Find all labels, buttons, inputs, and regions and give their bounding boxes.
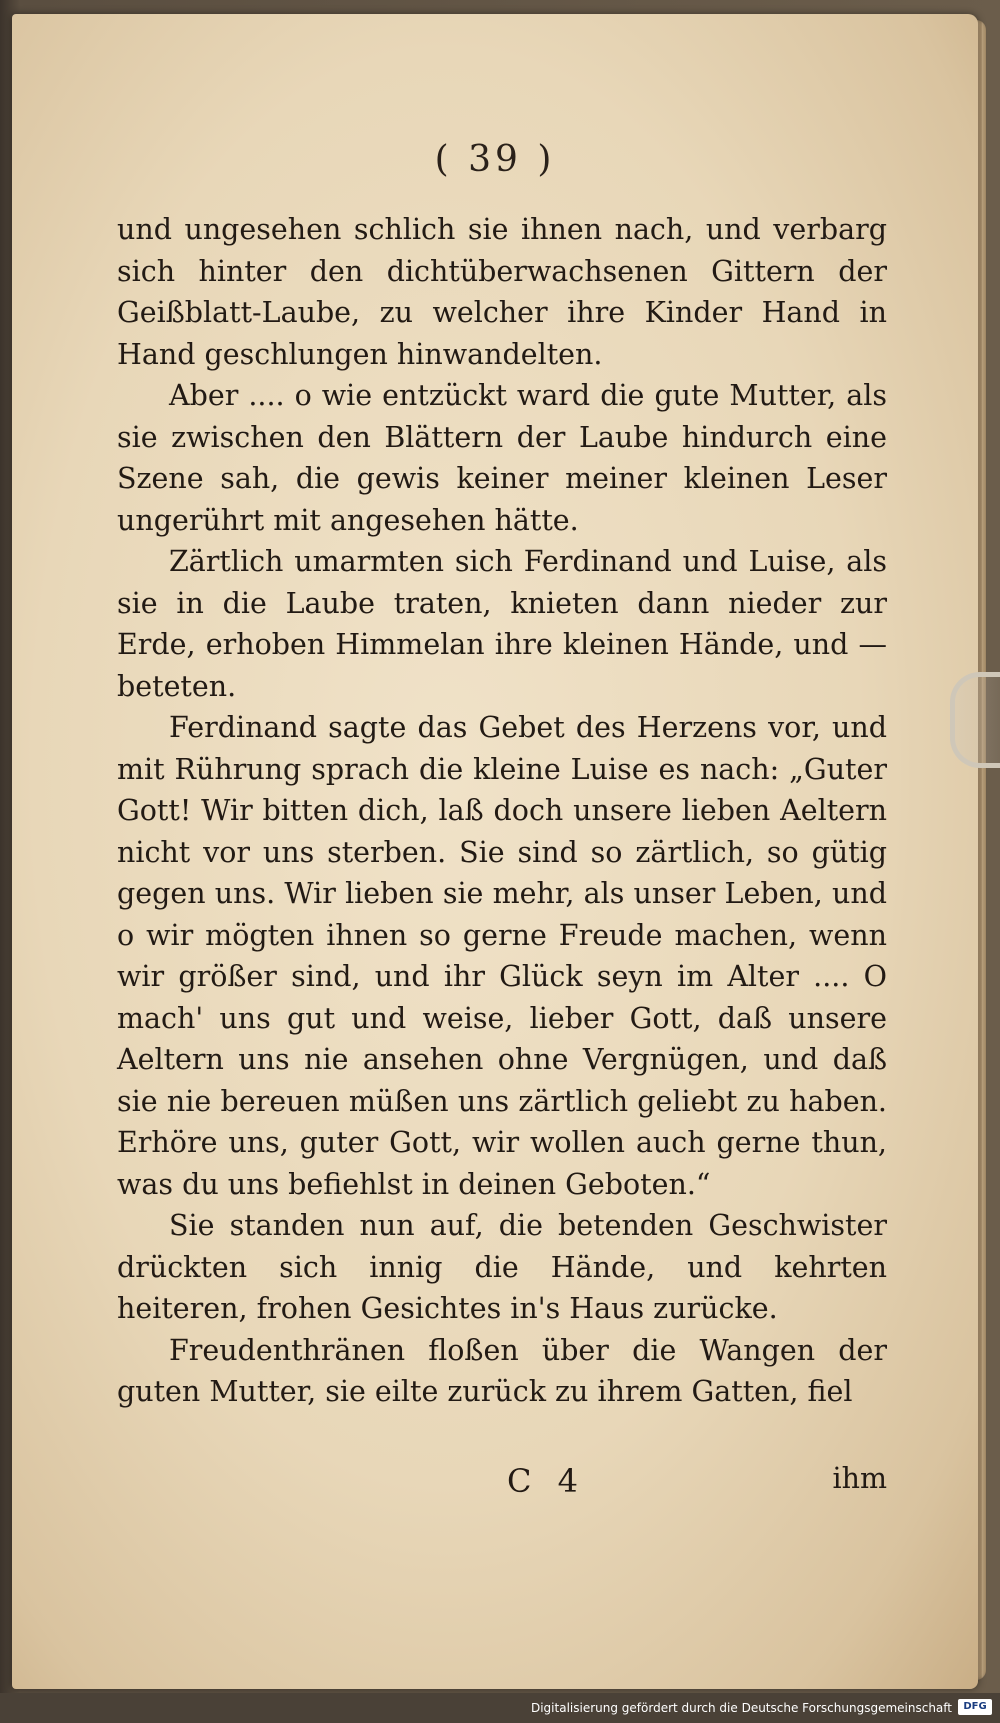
signature-mark: C 4: [507, 1462, 587, 1500]
page-clip: [950, 672, 1000, 768]
paragraph: Aber .... o wie entzückt ward die gute Mutter, als sie zwischen den Blättern der Laube hindurch eine Szene sah, die gewis keiner meiner kleinen Leser ungerührt mit angesehen hätte.: [117, 379, 887, 537]
catchword: ihm: [832, 1462, 887, 1495]
dfg-logo: DFG: [958, 1699, 992, 1715]
digitization-credit: Digitalisierung gefördert durch die Deutsche Forschungsgemeinschaft: [530, 1701, 952, 1715]
paragraph: Ferdinand sagte das Gebet des Herzens vor, und mit Rührung sprach die kleine Luise es nach: „Guter Gott! Wir bitten dich, laß doch unsere lieben Aeltern nicht vor uns sterben. Sie sind so zärtlich, so gütig gegen uns. Wir lieben sie mehr, als unser Leben, und o wir mögten ihnen so gerne Freude machen, wenn wir größer sind, und ihr Glück seyn im Alter .... O mach' uns gut und weise, lieber Gott, daß unsere Aeltern uns nie ansehen ohne Vergnügen, und daß sie nie bereuen müßen uns zärtlich geliebt zu haben. Erhöre uns, guter Gott, wir wollen auch gerne thun, was du uns befiehlst in deinen Geboten.“: [117, 711, 887, 1201]
book-page: [12, 14, 978, 1689]
paragraph: und ungesehen schlich sie ihnen nach, und verbarg sich hinter den dichtüberwachsenen Gittern der Geißblatt-Laube, zu welcher ihre Kinder Hand in Hand geschlungen hinwandelten.: [117, 213, 887, 371]
paragraph: Zärtlich umarmten sich Ferdinand und Luise, als sie in die Laube traten, knieten dann nieder zur Erde, erhoben Himmelan ihre kleinen Hände, und — beteten.: [117, 545, 887, 703]
paragraph: Freudenthränen floßen über die Wangen der guten Mutter, sie eilte zurück zu ihrem Gatten, fiel: [117, 1333, 887, 1408]
body-text: [117, 209, 887, 1413]
page-number-header: ( 39 ): [434, 139, 556, 180]
page-footer-line: [117, 1462, 887, 1506]
paragraph: Sie standen nun auf, die betenden Geschwister drückten sich innig die Hände, und kehrten heiteren, frohen Gesichtes in's Haus zurücke.: [117, 1209, 887, 1325]
